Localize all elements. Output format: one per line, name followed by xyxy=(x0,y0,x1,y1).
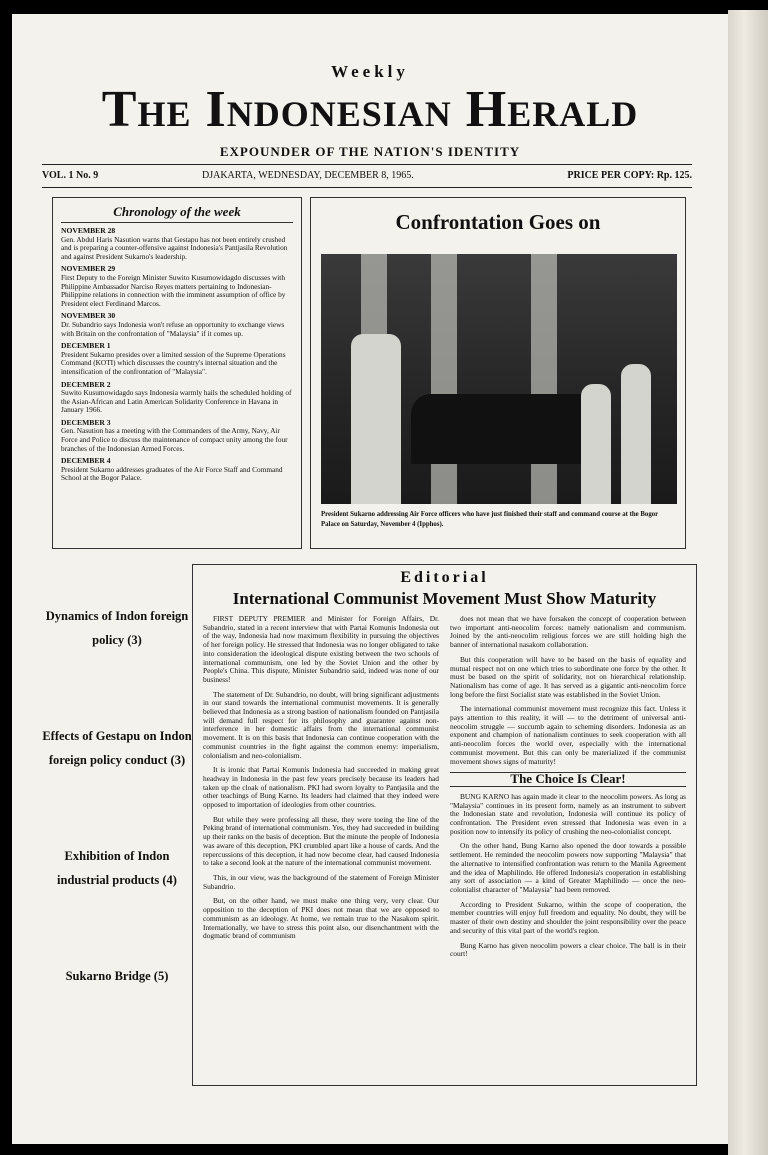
adjacent-page-edge xyxy=(728,10,768,1155)
chronology-title: Chronology of the week xyxy=(61,204,293,223)
confrontation-box xyxy=(310,197,686,549)
photo-figure xyxy=(351,334,401,504)
newspaper-page xyxy=(12,14,728,1144)
editorial-paragraph: The international communist movement must recognize this fact. Unless it pays attention to this reality, it will — to the detriment of universal anti-neocolim struggle — succumb again to scheming disorders. Indonesia as an exponent and champion of nationalism continues to seek cooperation with all anti-neocolim forces the world over, especially with the international communist movement. But this can only be materialized if the communist movement shows signs of maturity! xyxy=(450,704,686,766)
chronology-entry xyxy=(61,312,293,338)
editorial-title: International Communist Movement Must Show Maturity xyxy=(232,589,657,608)
choice-paragraph: On the other hand, Bung Karno also opened the door towards a possible settlement. He reminded the neocolim powers now supporting "Malaysia" that the alternative to intensified confrontation was return to the Manila Agreement and the idea of Maphilindo. He offered Indonesia's cooperation in establishing any sort of association — a kind of Greater Maphilindo — once the neo-colonialist character of "Malaysia" had been removed. xyxy=(450,841,686,894)
photo-figure xyxy=(621,364,651,504)
chronology-date: NOVEMBER 29 xyxy=(61,264,116,274)
chronology-text: President Sukarno presides over a limited session of the Supreme Operations Command (KOTI) which discusses the country's internal situation and the intensification of the confrontation of "Malaysia". xyxy=(61,349,286,376)
chronology-box xyxy=(52,197,302,549)
sidebar-item: Effects of Gestapu on Indon foreign policy conduct (3) xyxy=(42,729,192,767)
choice-paragraph: According to President Sukarno, within the scope of cooperation, the member countries will enjoy full freedom and equality. No doubt, they will be master of their own destiny and shoulder the joint responsibility over the peace and security of this vital part of the world's region. xyxy=(450,899,686,935)
chronology-text: Dr. Subandrio says Indonesia won't refuse an opportunity to exchange views with Britain on the confrontation of "Malaysia" if it comes up. xyxy=(61,319,285,338)
editorial-paragraph: It is ironic that Partai Komunis Indonesia had succeeded in making great headway in Indonesia in the past few years precisely because its leaders had taken up the cloak of nationalism. PKI had sworn loyalty to Pantjasila and the other teachings of Bung Karno. Its leaders had claimed that they indeed were opposed to importation of ideologies from other countries. xyxy=(203,765,439,810)
masthead-subtitle: EXPOUNDER OF THE NATION'S IDENTITY xyxy=(219,144,521,159)
chronology-entry xyxy=(61,265,293,308)
chronology-date: DECEMBER 1 xyxy=(61,341,111,351)
chronology-date: DECEMBER 2 xyxy=(61,379,111,389)
chronology-entry xyxy=(61,227,293,261)
sidebar-item: Dynamics of Indon foreign policy (3) xyxy=(45,609,189,647)
chronology-date: DECEMBER 4 xyxy=(61,456,111,466)
editorial-paragraph: But this cooperation will have to be based on the basis of equality and mutual respect not on one which tries to subordinate one force by the other. It must be based on the spirit of solidarity, not on hierarchical relationship. Nationalism has come of age. It has served as a gigantic anti-neocolim force long before the first Socialist state was established in the Soviet Union. xyxy=(450,654,686,699)
sidebar-item: Exhibition of Indon industrial products (4) xyxy=(57,849,177,887)
news-photo xyxy=(321,254,677,504)
editorial-paragraph: But, on the other hand, we must make one thing very, very clear. Our opposition to the deception of PKI does not mean that we are opposed to communism as an ideology. At home, we remain true to the Nasakom spirit. Internationally, we have to stress this point also, our disenchantment with the dogmatic brand of communism xyxy=(203,896,439,941)
masthead-weekly: Weekly xyxy=(331,62,409,81)
editorial-head: Editorial xyxy=(400,569,489,586)
chronology-entry xyxy=(61,342,293,376)
choice-paragraph: BUNG KARNO has again made it clear to the neocolim powers. As long as "Malaysia" continues in its present form, namely as an instrument to subvert the Indonesian state and revolution, Indonesia will continue its policy of confrontation. The President even stressed that Indonesia was even in a position now to intensify its policy of crushing the neo-colonialist concept. xyxy=(450,791,686,836)
photo-caption: President Sukarno addressing Air Force officers who have just finished their staff and command course at the Bogor Palace on Saturday, November 4 (Ipphos). xyxy=(321,511,659,528)
contents-sidebar xyxy=(42,604,192,1060)
volume-number: VOL. 1 No. 9 xyxy=(42,170,99,181)
chronology-date: DECEMBER 3 xyxy=(61,417,111,427)
photo-crowd xyxy=(411,394,601,464)
editorial-right-column xyxy=(450,615,686,965)
chronology-date: NOVEMBER 30 xyxy=(61,311,116,321)
photo-column xyxy=(531,254,557,504)
chronology-text: President Sukarno addresses graduates of the Air Force Staff and Command School at the Bogor Palace. xyxy=(61,464,283,483)
editorial-paragraph: The statement of Dr. Subandrio, no doubt, will bring significant adjustments in our stand towards the international communist movements. It is generally believed that Indonesia as a strong bastion of nationalism founded on Pantjasila will demand full respect for its philosophy and guarantee against non-interference in her domestic affairs from the international communist movement. It is on this basis that Indonesia can continue cooperation with the communist countries in the fight against the common enemy: imperialism, colonialism and neo-colonialism. xyxy=(203,689,439,760)
chronology-entry xyxy=(61,457,293,483)
editorial-paragraph: But while they were professing all these, they were toeing the line of the Peking brand of international communism. Yes, they had succeeded in building up their ranks on the basis of deception. But the minute the people of Indonesia was aware of this deception, PKI crumbled apart like a house of cards. And the repercussions of this deception, it had now become clear, had caused Indonesia to take a second look at the nature of the international communist movement. xyxy=(203,814,439,868)
sidebar-item: Sukarno Bridge (5) xyxy=(65,969,169,983)
photo-figure xyxy=(581,384,611,504)
choice-title: The Choice Is Clear! xyxy=(450,772,686,787)
chronology-entry xyxy=(61,381,293,415)
photo-column xyxy=(431,254,457,504)
editorial-paragraph: does not mean that we have forsaken the concept of cooperation between two important anti-neocolim forces: namely nationalism and communism. Joined by the anti-neocolim religious forces we are still holding high the banner of international nasakom collaboration. xyxy=(450,614,686,650)
chronology-text: Gen. Nasution has a meeting with the Commanders of the Army, Navy, Air Force and Police to discuss the maintenance of compact unity among the four branches of the Indonesian Armed Forces. xyxy=(61,426,288,453)
chronology-date: NOVEMBER 28 xyxy=(61,226,116,235)
editorial-paragraph: FIRST DEPUTY PREMIER and Minister for Foreign Affairs, Dr. Subandrio, stated in a recent interview that with Partai Komunis Indonesia out of the way, Indonesia had now maximum flexibility in pursuing the objectives of her foreign policy. He stressed that Indonesia was no longer obligated to take into consideration the ideological dispute existing between the two schools of international communism, one led by the Soviet Union and the other by People's China. This dispute, Minister Subandrio said, indeed was none of our business! xyxy=(203,614,439,684)
choice-paragraph: Bung Karno has given neocolim powers a clear choice. The ball is in their court! xyxy=(450,940,686,959)
chronology-text: Gen. Abdul Haris Nasution warns that Gestapu has not been entirely crushed and is preparing a counter-offensive against Indonesia's Pantjasila Revolution and against President Sukarno's leadership. xyxy=(61,234,288,261)
editorial-left-column xyxy=(203,615,439,965)
confrontation-title: Confrontation Goes on xyxy=(395,210,601,234)
masthead-title: The Indonesian Herald xyxy=(101,81,639,138)
editorial-paragraph: This, in our view, was the background of the statement of Foreign Minister Subandrio. xyxy=(203,872,439,891)
editorial-columns xyxy=(203,615,686,965)
issue-date: DJAKARTA, WEDNESDAY, DECEMBER 8, 1965. xyxy=(202,170,414,181)
chronology-entry xyxy=(61,419,293,453)
price: PRICE PER COPY: Rp. 125. xyxy=(567,170,692,181)
editorial-box xyxy=(192,564,697,1086)
dateline xyxy=(42,164,692,188)
chronology-text: Suwito Kusumowidagdo says Indonesia warmly hails the scheduled holding of the Asian-African and Latin American Solidarity Conference in Havana in January 1966. xyxy=(61,388,292,415)
chronology-text: First Deputy to the Foreign Minister Suwito Kusumowidagdo discusses with Philippine Ambassador Narciso Reyes matters pertaining to Indonesian-Philippine relations in connection with the imminent assumption of office by President elect Ferdinand Marcos. xyxy=(61,272,286,308)
